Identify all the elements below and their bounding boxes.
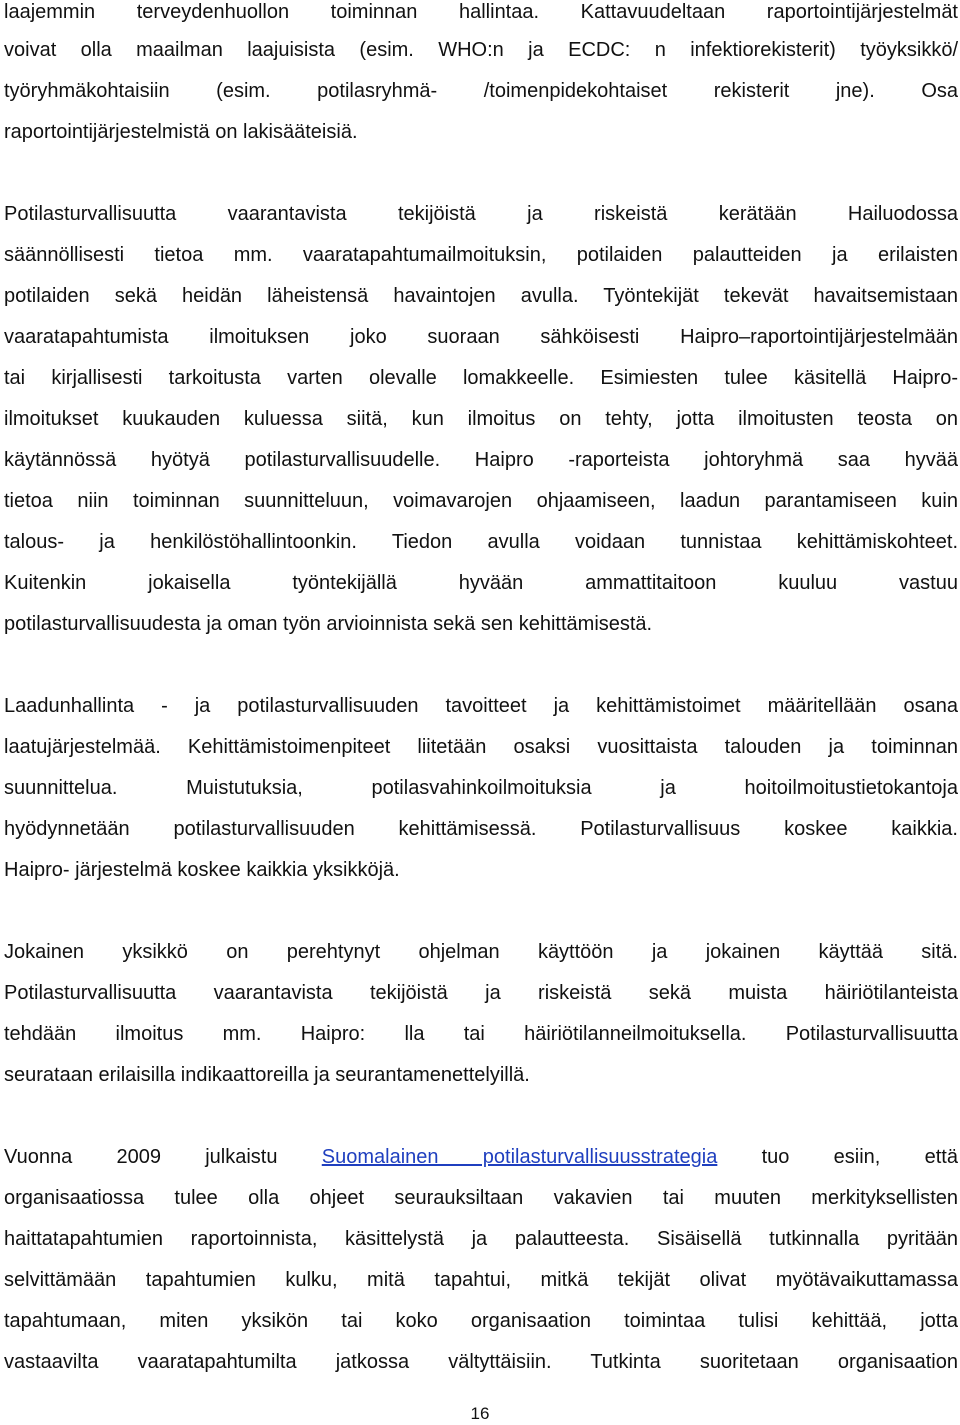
page-number: 16 [470, 1404, 490, 1423]
text-line: seurataan erilaisilla indikaattoreilla ja seurantamenettelyillä. [4, 1064, 530, 1086]
text-line: Laadunhallinta - ja potilasturvallisuuden tavoitteet ja kehittämistoimet määritellään osana [4, 695, 958, 717]
text-line: laatujärjestelmää. Kehittämistoimenpiteet liitetään osaksi vuosittaista talouden ja toiminnan [4, 736, 958, 758]
text-line: selvittämään tapahtumien kulku, mitä tapahtui, mitkä tekijät olivat myötävaikuttamassa [4, 1269, 958, 1291]
text-line: tehdään ilmoitus mm. Haipro: lla tai häiriötilanneilmoituksella. Potilasturvallisuutta [4, 1023, 958, 1045]
text-line: hyödynnetään potilasturvallisuuden kehittämisessä. Potilasturvallisuus koskee kaikkia. [4, 818, 958, 840]
text-segment: Vuonna 2009 julkaistu [4, 1146, 322, 1168]
text-line: ilmoitukset kuukauden kuluessa siitä, kun ilmoitus on tehty, jotta ilmoitusten teosta on [4, 408, 958, 430]
text-line: Jokainen yksikkö on perehtynyt ohjelman käyttöön ja jokainen käyttää sitä. [4, 941, 958, 963]
text-line-with-link [4, 1142, 958, 1172]
text-line: Haipro- järjestelmä koskee kaikkia yksikköjä. [4, 859, 400, 881]
text-line: organisaatiossa tulee olla ohjeet seurauksiltaan vakavien tai muuten merkityksellisten [4, 1187, 958, 1209]
text-line: potilaiden sekä heidän läheistensä havaintojen avulla. Työntekijät tekevät havaitsemistaan [4, 285, 958, 307]
text-line: tapahtumaan, miten yksikön tai koko organisaation toimintaa tulisi kehittää, jotta [4, 1310, 958, 1332]
text-line: säännöllisesti tietoa mm. vaaratapahtumailmoituksin, potilaiden palautteiden ja erilaisten [4, 244, 958, 266]
text-line: vastaavilta vaaratapahtumilta jatkossa vältyttäisiin. Tutkinta suoritetaan organisaation [4, 1351, 958, 1373]
text-line: Potilasturvallisuutta vaarantavista tekijöistä ja riskeistä sekä muista häiriötilanteista [4, 982, 958, 1004]
text-line: tietoa niin toiminnan suunnitteluun, voimavarojen ohjaamiseen, laadun parantamiseen kuin [4, 490, 958, 512]
text-line: raportointijärjestelmistä on lakisääteisiä. [4, 121, 358, 143]
text-line: potilasturvallisuudesta ja oman työn arvioinnista sekä sen kehittämisestä. [4, 613, 653, 635]
text-line: Kuitenkin jokaisella työntekijällä hyvään ammattitaitoon kuuluu vastuu [4, 572, 958, 594]
text-line: käytännössä hyötyä potilasturvallisuudelle. Haipro -raporteista johtoryhmä saa hyvää [4, 449, 958, 471]
strategy-link[interactable]: Suomalainen potilasturvallisuusstrategia [321, 1146, 718, 1168]
text-line: laajemmin terveydenhuollon toiminnan hallintaa. Kattavuudeltaan raportointijärjestelmät [4, 1, 958, 23]
text-line: haittatapahtumien raportoinnista, käsittelystä ja palautteesta. Sisäisellä tutkinnalla pyritään [4, 1228, 958, 1250]
text-line: tai kirjallisesti tarkoitusta varten olevalle lomakkeelle. Esimiesten tulee käsitellä Haipro- [4, 367, 958, 389]
text-segment: tuo esiin, että [717, 1146, 958, 1168]
text-line: talous- ja henkilöstöhallintoonkin. Tiedon avulla voidaan tunnistaa kehittämiskohteet. [4, 531, 958, 553]
text-line: Potilasturvallisuutta vaarantavista tekijöistä ja riskeistä kerätään Hailuodossa [4, 203, 958, 225]
text-line: vaaratapahtumista ilmoituksen joko suoraan sähköisesti Haipro–raportointijärjestelmään [4, 326, 958, 348]
text-line: työryhmäkohtaisiin (esim. potilasryhmä- /toimenpidekohtaiset rekisterit jne). Osa [4, 80, 958, 102]
text-line: suunnittelua. Muistutuksia, potilasvahinkoilmoituksia ja hoitoilmoitustietokantoja [4, 777, 958, 799]
text-line: voivat olla maailman laajuisista (esim. WHO:n ja ECDC: n infektiorekisterit) työyksikkö/ [4, 39, 958, 61]
